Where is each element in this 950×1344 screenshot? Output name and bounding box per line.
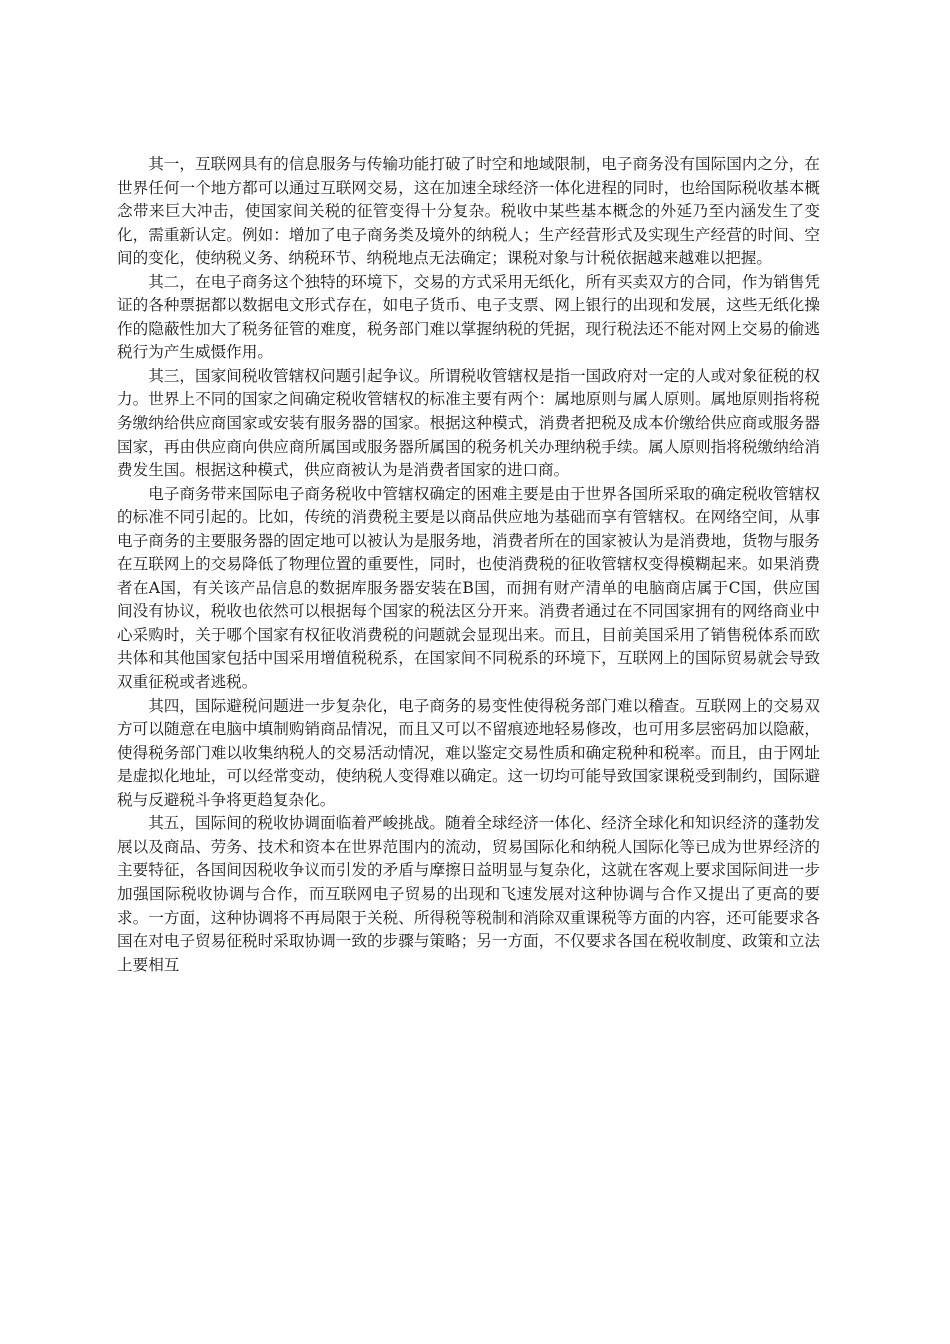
- paragraph-3: 其三，国家间税收管辖权问题引起争议。所谓税收管辖权是指一国政府对一定的人或对象征税的权力。世界上不同的国家之间确定税收管辖权的标准主要有两个：属地原则与属人原则。属地原则指将税务缴纳给供应商国家或安装有服务器的国家。根据这种模式，消费者把税及成本价缴给供应商或服务器国家，再由供应商向供应商所属国或服务器所属国的税务机关办理纳税手续。属人原则指将税缴纳给消费发生国。根据这种模式，供应商被认为是消费者国家的进口商。: [117, 366, 820, 480]
- paragraph-4: 电子商务带来国际电子商务税收中管辖权确定的困难主要是由于世界各国所采取的确定税收管辖权的标准不同引起的。比如，传统的消费税主要是以商品供应地为基础而享有管辖权。在网络空间，从事电子商务的主要服务器的固定地可以被认为是服务地，消费者所在的国家被认为是消费地，货物与服务在互联网上的交易降低了物理位置的重要性，同时，也使消费税的征收管辖权变得模糊起来。如果消费者在A国，有关该产品信息的数据库服务器安装在B国，而拥有财产清单的电脑商店属于C国，供应国间没有协议，税收也依然可以根据每个国家的税法区分开来。消费者通过在不同国家拥有的网络商业中心采购时，关于哪个国家有权征收消费税的问题就会显现出来。而且，目前美国采用了销售税体系而欧共体和其他国家包括中国采用增值税税系，在国家间不同税系的环境下，互联网上的国际贸易就会导致双重征税或者逃税。: [117, 484, 820, 692]
- paragraph-2: 其二，在电子商务这个独特的环境下，交易的方式采用无纸化，所有买卖双方的合同，作为销售凭证的各种票据都以数据电文形式存在，如电子货币、电子支票、网上银行的出现和发展，这些无纸化操作的隐蔽性加大了税务征管的难度，税务部门难以掌握纳税的凭据，现行税法还不能对网上交易的偷逃税行为产生威慑作用。: [117, 272, 820, 362]
- paragraph-6: 其五，国际间的税收协调面临着严峻挑战。随着全球经济一体化、经济全球化和知识经济的蓬勃发展以及商品、劳务、技术和资本在世界范围内的流动，贸易国际化和纳税人国际化等已成为世界经济的主要特征，各国间因税收争议而引发的矛盾与摩擦日益明显与复杂化，这就在客观上要求国际间进一步加强国际税收协调与合作，而互联网电子贸易的出现和飞速发展对这种协调与合作又提出了更高的要求。一方面，这种协调将不再局限于关税、所得税等税制和消除双重课税等方面的内容，还可能要求各国在对电子贸易征税时采取协调一致的步骤与策略；另一方面，不仅要求各国在税收制度、政策和立法上要相互: [117, 814, 820, 974]
- paragraph-1: 其一，互联网具有的信息服务与传输功能打破了时空和地域限制，电子商务没有国际国内之分，在世界任何一个地方都可以通过互联网交易，这在加速全球经济一体化进程的同时，也给国际税收基本概念带来巨大冲击，使国家间关税的征管变得十分复杂。税收中某些基本概念的外延乃至内涵发生了变化，需重新认定。例如：增加了电子商务类及境外的纳税人；生产经营形式及实现生产经营的时间、空间的变化，使纳税义务、纳税环节、纳税地点无法确定；课税对象与计税依据越来越难以把握。: [117, 155, 820, 268]
- document-body: [117, 153, 820, 977]
- paragraph-5: 其四，国际避税问题进一步复杂化，电子商务的易变性使得税务部门难以稽查。互联网上的交易双方可以随意在电脑中填制购销商品情况，而且又可以不留痕迹地轻易修改，也可用多层密码加以隐蔽，使得税务部门难以收集纳税人的交易活动情况，难以鉴定交易性质和确定税种和税率。而且，由于网址是虚拟化地址，可以经常变动，使纳税人变得难以确定。这一切均可能导致国家课税受到制约，国际避税与反避税斗争将更趋复杂化。: [117, 696, 820, 809]
